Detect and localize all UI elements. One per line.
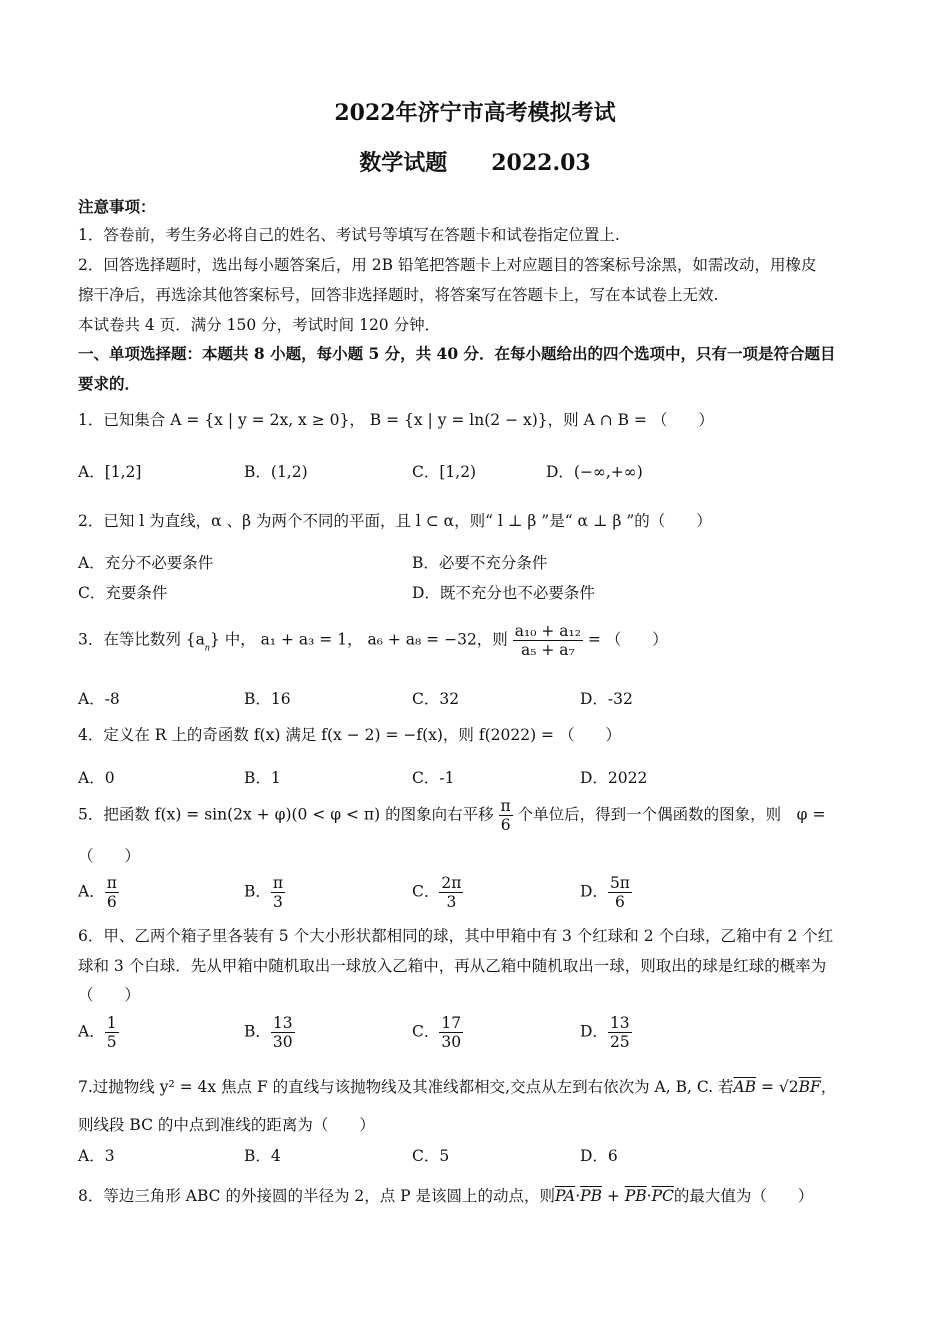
question-2-option-b: B．必要不充分条件: [412, 554, 548, 572]
question-7-option-c: C．5: [412, 1147, 450, 1165]
question-6-option-a: A． $\frac{1}{5}$: [78, 1014, 117, 1051]
question-7-option-a: A．3: [78, 1147, 115, 1165]
notice-heading: 注意事项：: [78, 197, 156, 216]
question-5-option-c: C． $\frac{2\pi}{3}$: [412, 874, 462, 911]
question-3-stem-mid: } 中， a₁ + a₃ = 1， a₆ + a₈ = −32，则: [209, 630, 508, 649]
question-3-option-d: D．-32: [580, 690, 633, 708]
question-4-option-b: B．1: [244, 769, 281, 787]
question-4-option-a: A．0: [78, 769, 115, 787]
question-2-option-d: D．既不充分也不必要条件: [412, 584, 595, 602]
section-1-heading-cont: 要求的．: [78, 374, 141, 393]
question-1-option-d: D．(−∞,+∞): [546, 463, 643, 481]
question-3-option-a: A．-8: [78, 690, 120, 708]
question-5-stem: 5．把函数 f(x) = sin(2x + φ)(0 < φ < π) 的图象向右平移 $\frac{\pi}{6}$ 个单位后，得到一个偶函数的图象，则 φ =: [78, 797, 826, 834]
question-1-stem: 1．已知集合 A = {x | y = 2x, x ≥ 0}， B = {x | y = ln(2 − x)}，则 A ∩ B = （ ）: [78, 411, 714, 429]
question-3-option-c: C．32: [412, 690, 460, 708]
question-6-option-d: D． $\frac{13}{25}$: [580, 1014, 630, 1051]
question-2-stem: 2．已知 l 为直线，α 、β 为两个不同的平面，且 l ⊂ α，则“ l ⊥ β ”是“ α ⊥ β ”的（ ）: [78, 512, 712, 530]
question-5-option-a: A． $\frac{\pi}{6}$: [78, 874, 117, 911]
vector-pb-2: $\overline{PB}$: [624, 1187, 647, 1205]
question-3-stem-pre: 3．在等比数列 {a: [78, 630, 205, 649]
question-6-stem-cont: 球和 3 个白球．先从甲箱中随机取出一球放入乙箱中，再从乙箱中随机取出一球，则取出的球是红球的概率为: [78, 957, 827, 975]
question-4-option-c: C．-1: [412, 769, 455, 787]
question-7-option-b: B．4: [244, 1147, 281, 1165]
question-8-stem: 8．等边三角形 ABC 的外接圆的半径为 2，点 P 是该圆上的动点，则$\overline{PA}\cdot\overline{PB} + \overline{PB}\cdot\overline{PC}$的最大值为（ ）: [78, 1187, 814, 1205]
question-2-option-c: C．充要条件: [78, 584, 168, 602]
question-6-option-b: B． $\frac{13}{30}$: [244, 1014, 293, 1051]
question-3-stem-post: = （ ）: [587, 630, 668, 649]
question-5-option-d: D． $\frac{5\pi}{6}$: [580, 874, 630, 911]
question-5-option-b: B． $\frac{\pi}{3}$: [244, 874, 284, 911]
question-5-stem-cont: （ ）: [78, 847, 141, 865]
notice-item-2a: 2．回答选择题时，选出每小题答案后，用 2B 铅笔把答题卡上对应题目的答案标号涂黑，如需改动，用橡皮: [78, 256, 817, 274]
question-4-option-d: D．2022: [580, 769, 648, 787]
vector-pc: $\overline{PC}$: [651, 1187, 674, 1205]
question-1-option-a: A．[1,2]: [78, 463, 142, 481]
question-7-option-d: D．6: [580, 1147, 618, 1165]
question-1-option-c: C．[1,2): [412, 463, 477, 481]
question-6-stem: 6．甲、乙两个箱子里各装有 5 个大小形状都相同的球，其中甲箱中有 3 个红球和 2 个白球，乙箱中有 2 个红: [78, 927, 834, 945]
question-3-fraction: $\frac{\text{a₁₀ + a₁₂}}{\text{a₅ + a₇}}$: [514, 622, 581, 659]
vector-ab: $\overline{AB}$: [733, 1078, 757, 1096]
exam-title: 2022年济宁市高考模拟考试: [334, 100, 616, 126]
question-6-option-c: C． $\frac{17}{30}$: [412, 1014, 462, 1051]
notice-item-2b: 擦干净后，再选涂其他答案标号，回答非选择题时，将答案写在答题卡上，写在本试卷上无效.: [78, 286, 719, 304]
vector-pb: $\overline{PB}$: [580, 1187, 602, 1205]
question-7-stem: 7.过抛物线 y² = 4x 焦点 F 的直线与该抛物线及其准线都相交,交点从左到右依次为 A, B, C. 若$\overline{AB} = √2\overline{BF}$，: [78, 1078, 837, 1096]
question-7-stem-cont: 则线段 BC 的中点到准线的距离为（ ）: [78, 1116, 375, 1134]
vector-bf: $\overline{BF}$: [798, 1078, 821, 1096]
question-1-option-b: B．(1,2): [244, 463, 308, 481]
question-4-stem: 4．定义在 R 上的奇函数 f(x) 满足 f(x − 2) = −f(x)，则 f(2022) = （ ）: [78, 726, 621, 744]
question-3-option-b: B．16: [244, 690, 291, 708]
question-3-stem: 3．在等比数列 $\{a_n\}$ 中， a₁ + a₃ = 1， a₆ + a₈ = −32，则 $\frac{\text{a₁₀ + a₁₂}}{\text{a₅ + a₇}}$ = （ ）: [78, 622, 668, 659]
question-5-shift-fraction: $\frac{\pi}{6}$: [500, 797, 511, 834]
section-1-heading: 一、单项选择题：本题共 8 小题，每小题 5 分，共 40 分．在每小题给出的四个选项中，只有一项是符合题目: [78, 344, 836, 363]
notice-item-3: 本试卷共 4 页．满分 150 分，考试时间 120 分钟．: [78, 316, 441, 334]
notice-item-1: 1．答卷前，考生务必将自己的姓名、考试号等填写在答题卡和试卷指定位置上.: [78, 226, 620, 244]
question-6-stem-cont2: （ ）: [78, 986, 141, 1004]
vector-pa: $\overline{PA}$: [555, 1187, 576, 1205]
question-2-option-a: A．充分不必要条件: [78, 554, 214, 572]
exam-subtitle: 数学试题 2022.03: [359, 150, 591, 176]
